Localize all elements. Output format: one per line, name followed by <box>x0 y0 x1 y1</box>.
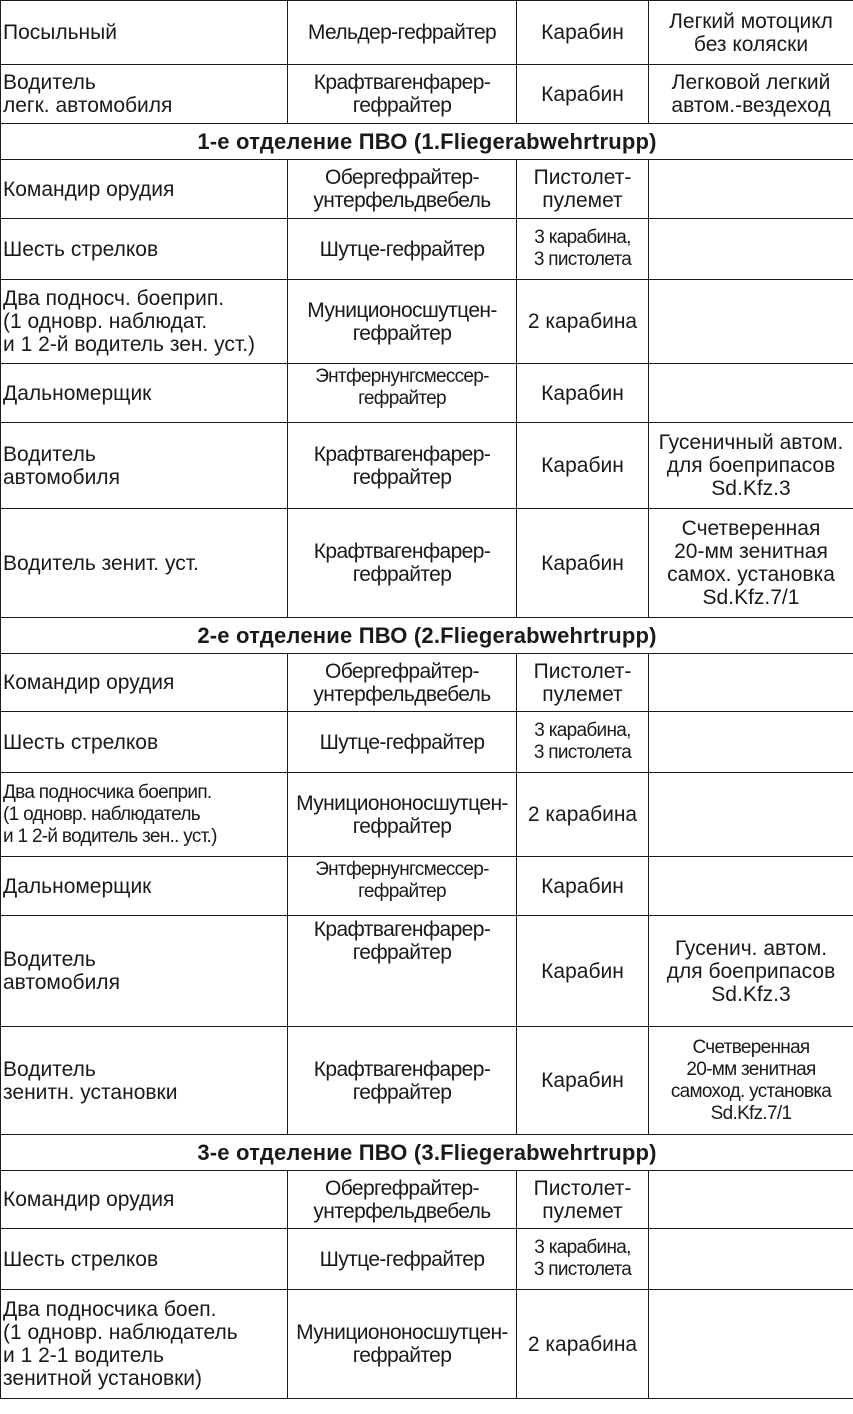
weapon-cell: 3 карабина, 3 пистолета <box>517 712 649 773</box>
rank-cell: Крафтвагенфарер- гефрайтер <box>288 65 517 124</box>
role-cell: Командир орудия <box>1 654 288 712</box>
table-row <box>1 654 853 712</box>
rank-cell: Мунициононосшутцен- гефрайтер <box>288 773 517 857</box>
role-cell: Водитель зенитн. установки <box>1 1027 288 1135</box>
vehicle-cell <box>649 1171 853 1229</box>
role-cell: Шесть стрелков <box>1 1229 288 1290</box>
table-row <box>1 423 853 509</box>
weapon-cell: Пистолет- пулемет <box>517 1171 649 1229</box>
table-row <box>1 364 853 423</box>
table-row <box>1 773 853 857</box>
table-row <box>1 712 853 773</box>
rank-cell: Обергефрайтер- унтерфельдвебель <box>288 160 517 219</box>
weapon-cell: Карабин <box>517 916 649 1027</box>
vehicle-cell <box>649 364 853 423</box>
rank-cell: Мельдер-гефрайтер <box>288 1 517 65</box>
vehicle-cell: Гусенич. автом. для боеприпасов Sd.Kfz.3 <box>649 916 853 1027</box>
weapon-cell: 3 карабина, 3 пистолета <box>517 1229 649 1290</box>
vehicle-cell <box>649 773 853 857</box>
vehicle-cell <box>649 1229 853 1290</box>
role-cell: Два подносчика боеп. (1 одновр. наблюдатель и 1 2-1 водитель зенитной установки) <box>1 1290 288 1399</box>
rank-cell: Обергефрайтер- унтерфельдвебель <box>288 654 517 712</box>
vehicle-cell <box>649 160 853 219</box>
weapon-cell: Карабин <box>517 509 649 618</box>
role-cell: Дальномерщик <box>1 857 288 916</box>
vehicle-cell: Легковой легкий автом.-вездеход <box>649 65 853 124</box>
vehicle-cell: Счетверенная 20-мм зенитная самоход. установка Sd.Kfz.7/1 <box>649 1027 853 1135</box>
rank-cell: Крафтвагенфарер- гефрайтер <box>288 423 517 509</box>
role-cell: Водитель автомобиля <box>1 423 288 509</box>
weapon-cell: 3 карабина, 3 пистолета <box>517 219 649 280</box>
table-row <box>1 219 853 280</box>
rank-cell: Крафтвагенфарер- гефрайтер <box>288 1027 517 1135</box>
role-cell: Водитель зенит. уст. <box>1 509 288 618</box>
rank-cell: Шутце-гефрайтер <box>288 1229 517 1290</box>
role-cell: Два подносчика боеприп. (1 одновр. наблюдатель и 1 2-й водитель зен.. уст.) <box>1 773 288 857</box>
weapon-cell: Карабин <box>517 423 649 509</box>
vehicle-cell <box>649 280 853 364</box>
role-cell: Водитель легк. автомобиля <box>1 65 288 124</box>
vehicle-cell: Счетверенная 20-мм зенитная самох. установка Sd.Kfz.7/1 <box>649 509 853 618</box>
rank-cell: Мунициононосшутцен- гефрайтер <box>288 1290 517 1399</box>
section-heading-row <box>1 618 853 654</box>
weapon-cell: Карабин <box>517 1 649 65</box>
table-row <box>1 1229 853 1290</box>
vehicle-cell <box>649 219 853 280</box>
role-cell: Дальномерщик <box>1 364 288 423</box>
role-cell: Два подносч. боеприп. (1 одновр. наблюдат. и 1 2-й водитель зен. уст.) <box>1 280 288 364</box>
weapon-cell: Карабин <box>517 857 649 916</box>
role-cell: Шесть стрелков <box>1 712 288 773</box>
weapon-cell: 2 карабина <box>517 280 649 364</box>
vehicle-cell <box>649 712 853 773</box>
rank-cell: Шутце-гефрайтер <box>288 219 517 280</box>
vehicle-cell: Гусеничный автом. для боеприпасов Sd.Kfz.3 <box>649 423 853 509</box>
rank-cell: Шутце-гефрайтер <box>288 712 517 773</box>
role-cell: Посыльный <box>1 1 288 65</box>
section-heading-row <box>1 124 853 160</box>
vehicle-cell <box>649 1290 853 1399</box>
section-heading: 3-е отделение ПВО (3.Fliegerabwehrtrupp) <box>1 1135 853 1171</box>
weapon-cell: 2 карабина <box>517 1290 649 1399</box>
role-cell: Командир орудия <box>1 160 288 219</box>
section-heading: 1-е отделение ПВО (1.Fliegerabwehrtrupp) <box>1 124 853 160</box>
role-cell: Водитель автомобиля <box>1 916 288 1027</box>
vehicle-cell <box>649 857 853 916</box>
weapon-cell: Пистолет- пулемет <box>517 654 649 712</box>
table-row <box>1 857 853 916</box>
table-row <box>1 1171 853 1229</box>
weapon-cell: 2 карабина <box>517 773 649 857</box>
rank-cell: Крафтвагенфарер- гефрайтер <box>288 916 517 1027</box>
rank-cell: Энтфернунгсмессер- гефрайтер <box>288 364 517 423</box>
role-cell: Командир орудия <box>1 1171 288 1229</box>
vehicle-cell <box>649 654 853 712</box>
rank-cell: Обергефрайтер- унтерфельдвебель <box>288 1171 517 1229</box>
rank-cell: Энтфернунгсмессер- гефрайтер <box>288 857 517 916</box>
table-row <box>1 1290 853 1399</box>
table-row <box>1 1027 853 1135</box>
vehicle-cell: Легкий мотоцикл без коляски <box>649 1 853 65</box>
weapon-cell: Карабин <box>517 1027 649 1135</box>
section-heading-row <box>1 1135 853 1171</box>
weapon-cell: Пистолет- пулемет <box>517 160 649 219</box>
section-heading: 2-е отделение ПВО (2.Fliegerabwehrtrupp) <box>1 618 853 654</box>
table-row <box>1 280 853 364</box>
role-cell: Шесть стрелков <box>1 219 288 280</box>
rank-cell: Крафтвагенфарер- гефрайтер <box>288 509 517 618</box>
table-row <box>1 916 853 1027</box>
rank-cell: Муниционосшутцен- гефрайтер <box>288 280 517 364</box>
table-row <box>1 160 853 219</box>
weapon-cell: Карабин <box>517 364 649 423</box>
table-row <box>1 509 853 618</box>
table-row <box>1 65 853 124</box>
table-row <box>1 1 853 65</box>
weapon-cell: Карабин <box>517 65 649 124</box>
